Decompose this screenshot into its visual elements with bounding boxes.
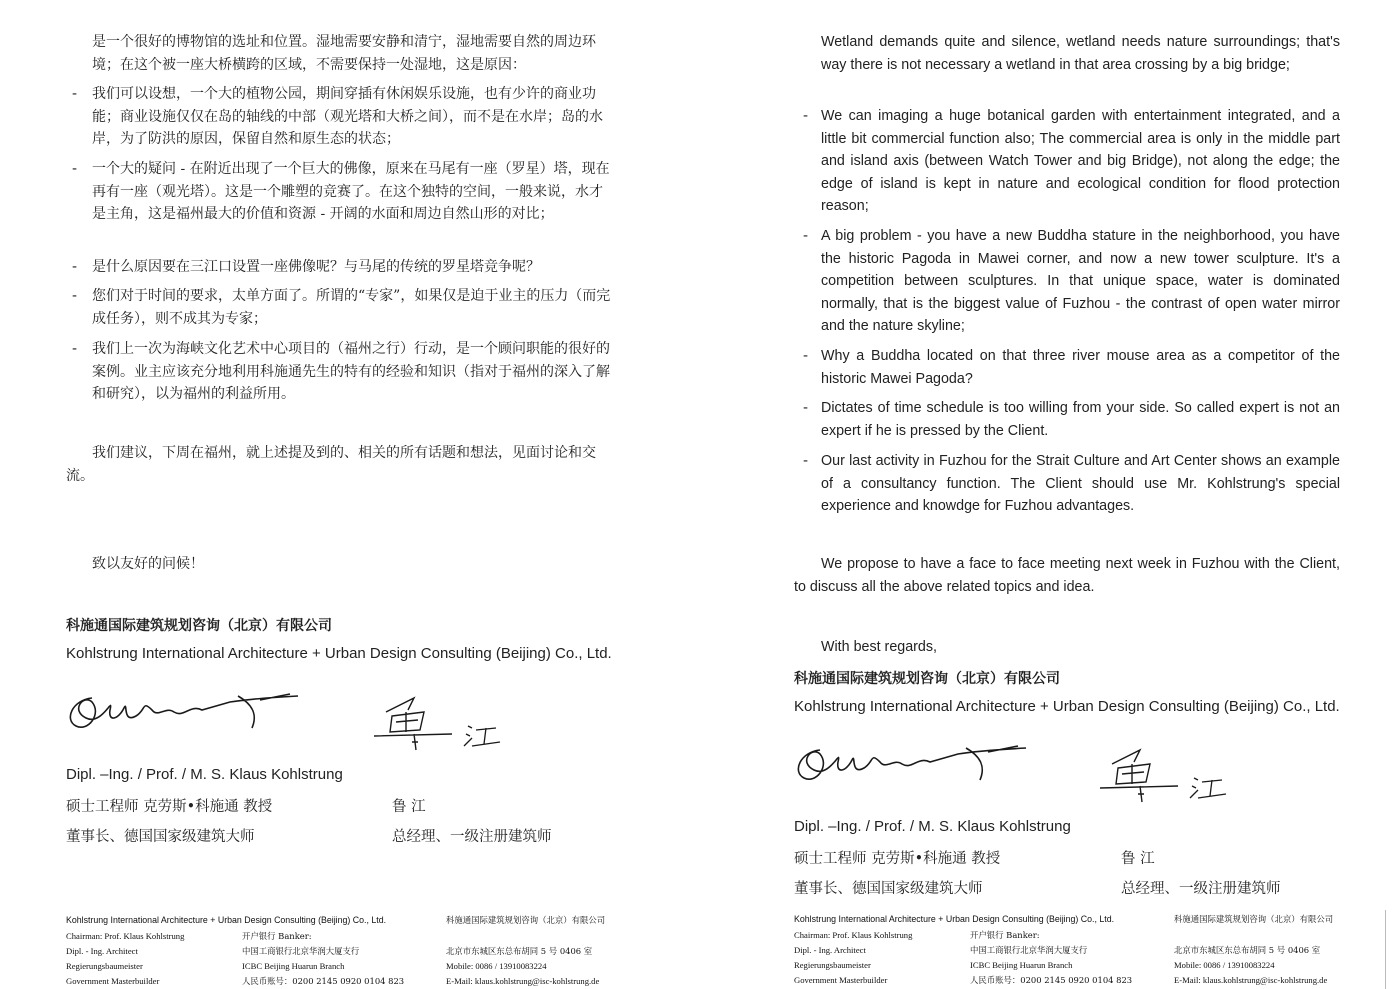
signatory-name-english: Dipl. –Ing. / Prof. / M. S. Klaus Kohlstrung [794,818,1071,835]
bullet-dash: - [72,86,78,102]
footer-dipl: Dipl. - Ing. Architect [66,946,138,956]
footer-bank-name-english: ICBC Beijing Huarun Branch [970,960,1073,970]
footer-chairman: Chairman: Prof. Klaus Kohlstrung [794,930,913,940]
bullet-dash: - [72,288,78,304]
intro-paragraph: Wetland demands quite and silence, wetland needs nature surroundings; that's way there is not necessary a wetland in that area crossing by a big bridge; [821,34,1340,73]
closing-regards: 致以友好的问候！ [92,556,204,572]
bullet-text: 我们可以设想，一个大的植物公园，期间穿插有休闲娱乐设施，也有少许的商业功能；商业设施仅仅在岛的轴线的中部（观光塔和大桥之间），而不是在水岸；岛的水岸，为了防洪的原因，保留自然和原生态的状态； [92,86,603,147]
signature-lu-jiang [372,690,512,755]
company-name-chinese: 科施通国际建筑规划咨询（北京）有限公司 [794,671,1060,687]
signatory-title-chinese: 硕士工程师 克劳斯•科施通 教授 [66,799,273,815]
bullet-dash: - [803,108,809,124]
footer-account: 人民币账号：0200 2145 0920 0104 823 [970,975,1133,985]
second-signatory-name: 鲁 江 [1121,851,1155,867]
signatory-role-chinese: 董事长、德国国家级建筑大师 [66,829,255,845]
bullet-text: Our last activity in Fuzhou for the Strait Culture and Art Center shows an example of a consultancy function. The Client should use Mr. Kohlstrung's special experience and knowdge for Fuzhou advantages. [821,453,1340,514]
signatory-title-chinese: 硕士工程师 克劳斯•科施通 教授 [794,851,1001,867]
footer-bank-name-chinese: 中国工商银行北京华润大厦支行 [242,946,360,956]
bullet-text: 是什么原因要在三江口设置一座佛像呢？与马尾的传统的罗星塔竞争呢？ [92,259,540,275]
bullet-dash: - [803,348,809,364]
footer-bank-label: 开户银行 Banker: [242,931,312,941]
footer-email[interactable]: E-Mail: klaus.kohlstrung@isc-kohlstrung.de [1174,975,1328,985]
bullet-text: We can imaging a huge botanical garden with entertainment integrated, and a little bit commercial function also; The commercial area is only in the middle part and island axis (between Watch Tower and big Bridge), not along the edge; the edge of island is kept in nature and ecological condition for flood protection reason; [821,108,1340,214]
footer-bank-name-chinese: 中国工商银行北京华润大厦支行 [970,945,1088,955]
footer-mobile: Mobile: 0086 / 13910083224 [446,961,547,971]
bullet-dash: - [803,400,809,416]
signatory-role-chinese: 董事长、德国国家级建筑大师 [794,881,983,897]
footer-email[interactable]: E-Mail: klaus.kohlstrung@isc-kohlstrung.de [446,976,600,986]
footer-company-english: Kohlstrung International Architecture + Urban Design Consulting (Beijing) Co., Ltd. [66,915,387,925]
letter-page-english [700,0,1400,989]
footer-regierung: Regierungsbaumeister [794,960,871,970]
proposal-paragraph: We propose to have a face to face meeting next week in Fuzhou with the Client, to discuss all the above related topics and idea. [794,556,1340,595]
bullet-dash: - [803,228,809,244]
footer-regierung: Regierungsbaumeister [66,961,143,971]
bullet-text: 一个大的疑问 - 在附近出现了一个巨大的佛像，原来在马尾有一座（罗星）塔，现在再有一座（观光塔）。这是一个雕塑的竞赛了。在这个独特的空间，一般来说，水才是主角，这是福州最大的价值和资源 - 开阔的水面和周边自然山形的对比； [92,161,610,222]
footer-account: 人民币账号：0200 2145 0920 0104 823 [242,976,405,986]
company-name-english: Kohlstrung International Architecture + Urban Design Consulting (Beijing) Co., Ltd. [794,698,1340,715]
footer-bank-label: 开户银行 Banker: [970,930,1040,940]
bullet-dash: - [72,161,78,177]
company-name-english: Kohlstrung International Architecture + Urban Design Consulting (Beijing) Co., Ltd. [66,645,612,662]
bullet-text: Why a Buddha located on that three river mouse area as a competitor of the historic Mawei Pagoda? [821,348,1340,387]
page-edge-divider [1385,910,1386,989]
signature-kohlstrung [790,732,1030,792]
bullet-text: A big problem - you have a new Buddha stature in the neighborhood, you have the historic Pagoda in Mawei corner, and now a new tower sculpture. It's a competition between sculptures. In that unique space, water is dominated normally, that is the biggest value of Fuzhou - the contrast of open water mirror and the nature skyline; [821,228,1340,334]
footer-company-chinese: 科施通国际建筑规划咨询（北京）有限公司 [1174,914,1334,924]
proposal-paragraph: 我们建议，下周在福州，就上述提及到的、相关的所有话题和想法，见面讨论和交流。 [66,445,596,484]
closing-regards: With best regards, [821,639,938,655]
signatory-name-english: Dipl. –Ing. / Prof. / M. S. Klaus Kohlstrung [66,766,343,783]
second-signatory-role: 总经理、一级注册建筑师 [1121,881,1281,897]
bullet-dash: - [803,453,809,469]
second-signatory-role: 总经理、一级注册建筑师 [392,829,552,845]
second-signatory-name: 鲁 江 [392,799,426,815]
footer-mobile: Mobile: 0086 / 13910083224 [1174,960,1275,970]
footer-chairman: Chairman: Prof. Klaus Kohlstrung [66,931,185,941]
bullet-dash: - [72,341,78,357]
footer-address: 北京市东城区东总布胡同 5 号 0406 室 [446,946,593,956]
signature-kohlstrung [62,680,302,740]
footer-government: Government Masterbuilder [66,976,160,986]
footer-bank-name-english: ICBC Beijing Huarun Branch [242,961,345,971]
bullet-dash: - [72,259,78,275]
letter-page-chinese [0,0,690,989]
footer-company-english: Kohlstrung International Architecture + Urban Design Consulting (Beijing) Co., Ltd. [794,914,1115,924]
bullet-text: 我们上一次为海峡文化艺术中心项目的（福州之行）行动，是一个顾问职能的很好的案例。业主应该充分地利用科施通先生的特有的经验和知识（指对于福州的深入了解和研究），以为福州的利益所用。 [92,341,610,402]
intro-paragraph: 是一个很好的博物馆的选址和位置。湿地需要安静和清宁，湿地需要自然的周边环境；在这个被一座大桥横跨的区域，不需要保持一处湿地，这是原因： [92,34,596,73]
footer-company-chinese: 科施通国际建筑规划咨询（北京）有限公司 [446,915,606,925]
bullet-text: 您们对于时间的要求，太单方面了。所谓的“专家”，如果仅是迫于业主的压力（而完成任务），则不成其为专家； [92,288,611,327]
bullet-text: Dictates of time schedule is too willing from your side. So called expert is not an expert if he is pressed by the Client. [821,400,1340,439]
footer-address: 北京市东城区东总布胡同 5 号 0406 室 [1174,945,1321,955]
footer-government: Government Masterbuilder [794,975,888,985]
footer-dipl: Dipl. - Ing. Architect [794,945,866,955]
signature-lu-jiang [1098,742,1238,807]
company-name-chinese: 科施通国际建筑规划咨询（北京）有限公司 [66,618,332,634]
